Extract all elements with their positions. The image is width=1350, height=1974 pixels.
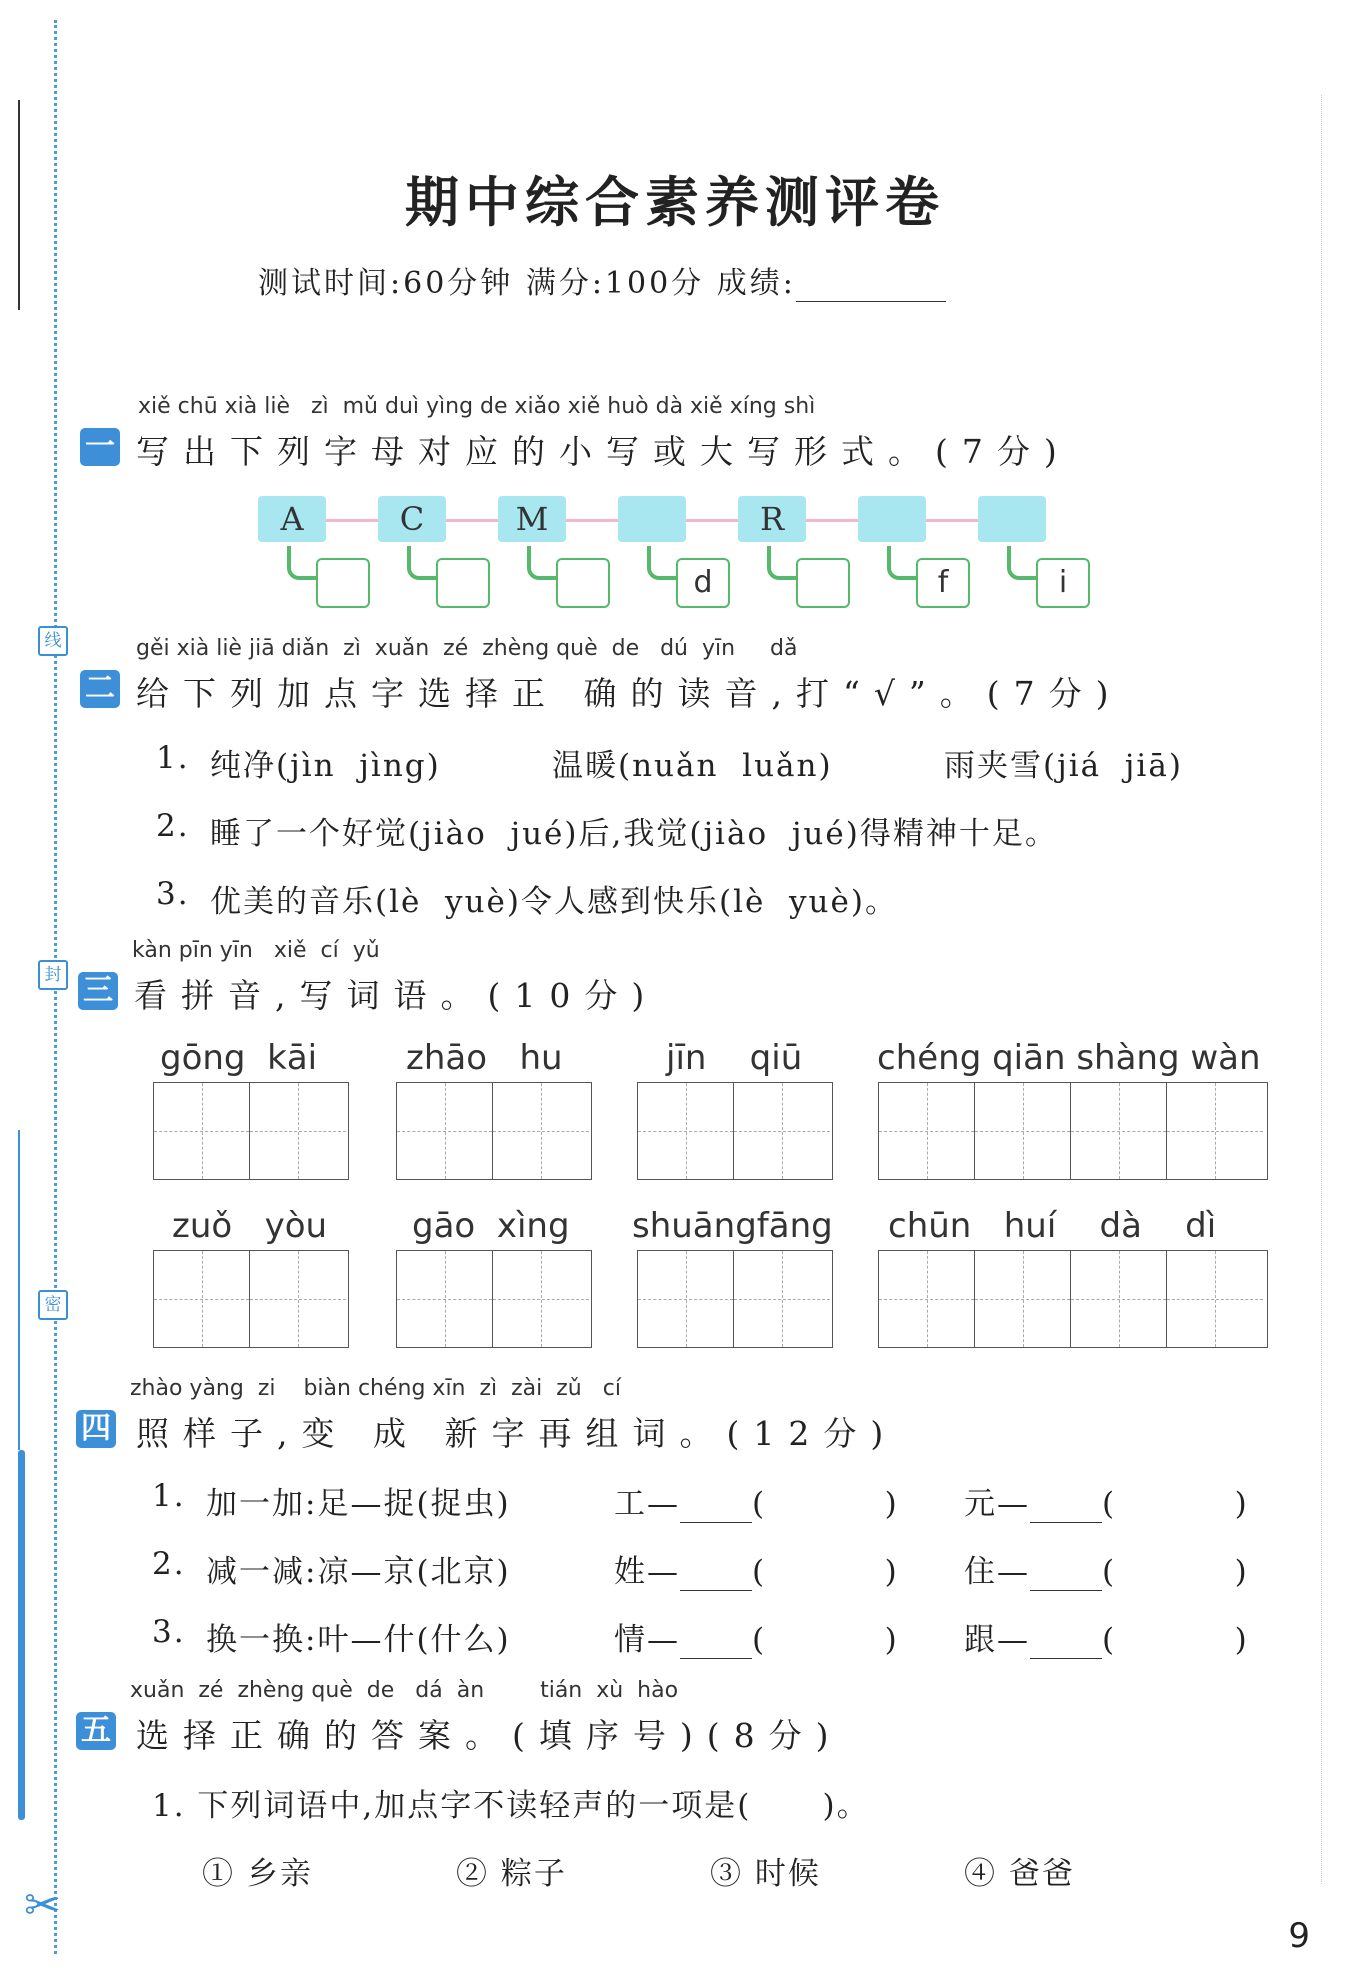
- lower-letter-box: d: [676, 558, 730, 608]
- q5-pinyin: xuǎn zé zhèng què de dá àn tián xù hào: [130, 1678, 679, 1703]
- right-guide-line: [1321, 95, 1322, 1884]
- q4-row-3-a-char: 情—: [614, 1622, 680, 1658]
- margin-bar: [18, 1450, 25, 1820]
- q5-question-1[interactable]: 1. 下列词语中,加点字不读轻声的一项是( )。: [152, 1788, 870, 1824]
- writing-grid[interactable]: [878, 1250, 1268, 1348]
- writing-grid[interactable]: [153, 1082, 349, 1180]
- q2-item-1-number: 1.: [156, 740, 190, 776]
- upper-letter-box[interactable]: [978, 496, 1046, 542]
- q5-heading: 选择正确的答案。(填序号)(8分): [136, 1716, 843, 1755]
- answer-blank[interactable]: [1030, 1560, 1102, 1591]
- answer-blank[interactable]: [680, 1492, 752, 1523]
- page-title: 期中综合素养测评卷: [405, 170, 945, 234]
- q5-option-2[interactable]: ② 粽子: [456, 1856, 567, 1892]
- q4-row-2-b[interactable]: 住— ( ): [964, 1554, 1249, 1590]
- upper-letter-box: A: [258, 496, 326, 542]
- upper-letter-box: R: [738, 496, 806, 542]
- q2-item-1b[interactable]: 温暖(nuǎn luǎn): [552, 748, 833, 784]
- word-pinyin: jīn qiū: [666, 1038, 803, 1078]
- letter-hook: [407, 546, 437, 580]
- scissors-icon: ✂: [24, 1880, 61, 1931]
- answer-blank[interactable]: [680, 1628, 752, 1659]
- upper-letter-box: C: [378, 496, 446, 542]
- q4-row-3-example: 换一换:叶—什(什么): [206, 1622, 511, 1658]
- q4-row-2-b-char: 住—: [964, 1554, 1030, 1590]
- answer-blank[interactable]: [1030, 1628, 1102, 1659]
- word-pinyin: chūn huí dà dì: [888, 1206, 1217, 1246]
- binding-tag-secret: 密: [38, 1290, 68, 1320]
- q4-row-3-b-char: 跟—: [964, 1622, 1030, 1658]
- q1-heading: 写出下列字母对应的小写或大写形式。(7分): [136, 432, 1071, 471]
- q4-row-1-a-char: 工—: [614, 1486, 680, 1522]
- letter-hook: [1007, 546, 1037, 580]
- writing-grid[interactable]: [396, 1250, 592, 1348]
- q5-option-4[interactable]: ④ 爸爸: [964, 1856, 1075, 1892]
- q3-pinyin: kàn pīn yīn xiě cí yǔ: [132, 938, 380, 963]
- q2-item-2-number: 2.: [156, 808, 190, 844]
- lower-letter-box: f: [916, 558, 970, 608]
- q1-number: 一: [80, 428, 120, 466]
- q4-row-2-a-char: 姓—: [614, 1554, 680, 1590]
- q3-number: 三: [78, 972, 118, 1010]
- q4-number: 四: [76, 1410, 116, 1448]
- word-pinyin: gōng kāi: [160, 1038, 318, 1078]
- q2-pinyin: gěi xià liè jiā diǎn zì xuǎn zé zhèng què de dú yīn dǎ: [136, 636, 798, 661]
- q4-pinyin: zhào yàng zi biàn chéng xīn zì zài zǔ cí: [130, 1376, 621, 1401]
- q4-row-3-a[interactable]: 情— ( ): [614, 1622, 899, 1658]
- q4-row-2-a[interactable]: 姓— ( ): [614, 1554, 899, 1590]
- q2-item-3-number: 3.: [156, 876, 190, 912]
- q4-row-2-number: 2.: [152, 1546, 186, 1582]
- writing-grid[interactable]: [878, 1082, 1268, 1180]
- q4-heading: 照样子,变 成 新字再组词。(12分): [136, 1414, 898, 1453]
- upper-letter-box[interactable]: [618, 496, 686, 542]
- lower-letter-box[interactable]: [556, 558, 610, 608]
- upper-letter-box[interactable]: [858, 496, 926, 542]
- q5-option-3[interactable]: ③ 时候: [710, 1856, 821, 1892]
- letter-hook: [647, 546, 677, 580]
- q5-number: 五: [76, 1712, 116, 1750]
- score-field[interactable]: [796, 271, 946, 302]
- q4-row-1-number: 1.: [152, 1478, 186, 1514]
- q2-item-1c[interactable]: 雨夹雪(jiá jiā): [944, 748, 1183, 784]
- lower-letter-box[interactable]: [436, 558, 490, 608]
- q2-heading: 给下列加点字选择正 确的读音,打“√”。(7分): [136, 674, 1123, 713]
- letter-hook: [887, 546, 917, 580]
- binding-tag-line: 线: [38, 626, 68, 656]
- upper-letter-box: M: [498, 496, 566, 542]
- exam-meta-text: 测试时间:60分钟 满分:100分 成绩:: [258, 266, 796, 301]
- word-pinyin: zhāo hu: [406, 1038, 563, 1078]
- exam-meta: [258, 258, 946, 302]
- q5-option-1[interactable]: ① 乡亲: [202, 1856, 313, 1892]
- word-pinyin: chéng qiān shàng wàn: [877, 1038, 1261, 1078]
- letter-hook: [767, 546, 797, 580]
- q2-item-1a[interactable]: 纯净(jìn jìng): [210, 748, 441, 784]
- q4-row-1-a[interactable]: 工— ( ): [614, 1486, 899, 1522]
- writing-grid[interactable]: [637, 1250, 833, 1348]
- word-pinyin: shuāngfāng: [632, 1206, 833, 1246]
- letter-hook: [527, 546, 557, 580]
- q4-row-1-b[interactable]: 元— ( ): [964, 1486, 1249, 1522]
- writing-grid[interactable]: [637, 1082, 833, 1180]
- q2-item-2[interactable]: 睡了一个好觉(jiào jué)后,我觉(jiào jué)得精神十足。: [210, 816, 1058, 852]
- writing-grid[interactable]: [396, 1082, 592, 1180]
- q4-row-3-b[interactable]: 跟— ( ): [964, 1622, 1249, 1658]
- q2-item-3[interactable]: 优美的音乐(lè yuè)令人感到快乐(lè yuè)。: [210, 884, 898, 920]
- letter-hook: [287, 546, 317, 580]
- q2-number: 二: [80, 670, 120, 708]
- margin-bar-thin: [18, 1130, 20, 1450]
- q1-pinyin: xiě chū xià liè zì mǔ duì yìng de xiǎo xiě huò dà xiě xíng shì: [138, 394, 816, 419]
- answer-blank[interactable]: [1030, 1492, 1102, 1523]
- word-pinyin: gāo xìng: [412, 1206, 570, 1246]
- q3-heading: 看拼音,写词语。(10分): [134, 976, 659, 1015]
- answer-blank[interactable]: [680, 1560, 752, 1591]
- q4-row-1-b-char: 元—: [964, 1486, 1030, 1522]
- page-number: 9: [1288, 1916, 1310, 1956]
- writing-grid[interactable]: [153, 1250, 349, 1348]
- word-pinyin: zuǒ yòu: [172, 1206, 328, 1246]
- binding-tag-seal: 封: [38, 960, 68, 990]
- q4-row-3-number: 3.: [152, 1614, 186, 1650]
- lower-letter-box[interactable]: [796, 558, 850, 608]
- q4-row-2-example: 减一减:凉—京(北京): [206, 1554, 511, 1590]
- q4-row-1-example: 加一加:足—捉(捉虫): [206, 1486, 511, 1522]
- lower-letter-box[interactable]: [316, 558, 370, 608]
- lower-letter-box: i: [1036, 558, 1090, 608]
